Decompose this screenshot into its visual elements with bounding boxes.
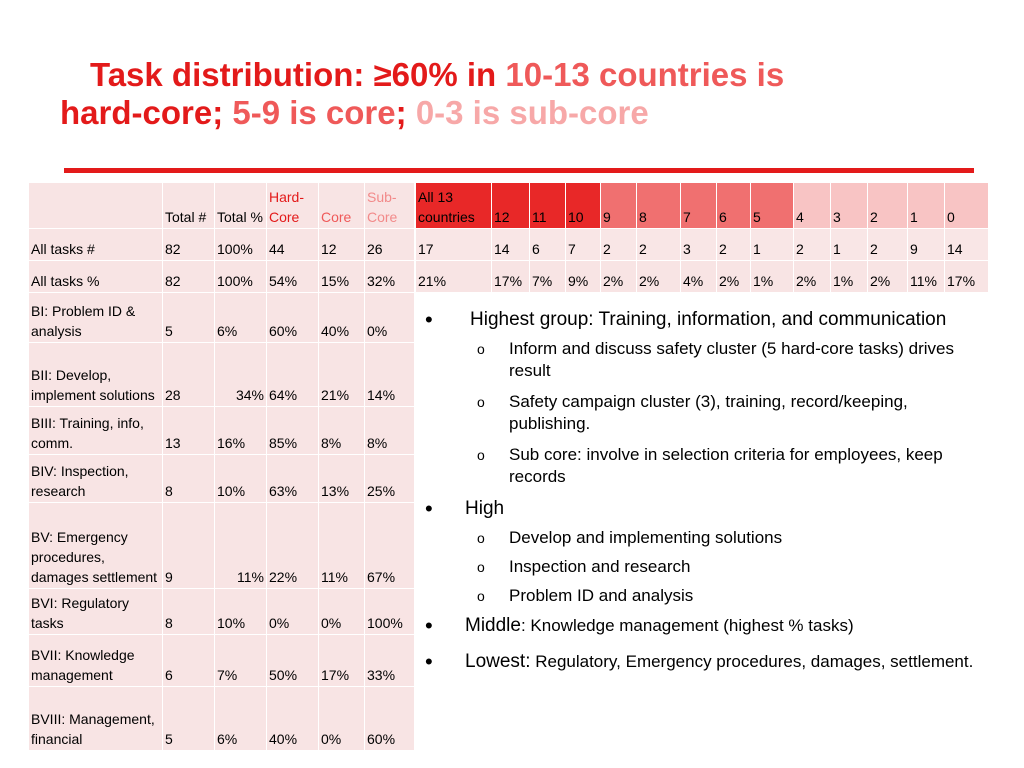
table-cell: 12	[319, 229, 365, 261]
header-cell: Sub-Core	[365, 183, 415, 229]
circle-o-icon: o	[477, 447, 485, 463]
table-header-row	[29, 183, 415, 229]
row-label: All tasks %	[29, 261, 163, 293]
bullet-text-rest: Regulatory, Emergency procedures, damages, settlement.	[530, 652, 974, 671]
table-row	[29, 687, 415, 751]
bullet-text: Middle	[465, 615, 521, 636]
table-cell: 3	[681, 229, 717, 261]
header-cell: 8	[637, 183, 681, 229]
header-cell	[29, 183, 163, 229]
table-cell: 15%	[319, 261, 365, 293]
table-cell: 6	[163, 635, 215, 687]
table-row	[29, 407, 415, 455]
bullet-text: Lowest:	[465, 651, 531, 672]
title-text-3: hard-core;	[60, 94, 224, 131]
table-cell: 6%	[215, 293, 267, 343]
table-cell: 2%	[868, 261, 908, 293]
table-cell: 67%	[365, 503, 415, 589]
circle-o-icon: o	[477, 394, 485, 410]
sub-bullet-text: Inspection and research	[509, 557, 691, 576]
table-cell: 34%	[215, 343, 267, 407]
header-cell: 1	[908, 183, 945, 229]
table-cell: 50%	[267, 635, 319, 687]
row-label: BV: Emergency procedures, damages settlement	[29, 503, 163, 589]
table-cell: 8%	[365, 407, 415, 455]
table-cell: 9	[908, 229, 945, 261]
sub-bullet-item	[425, 444, 985, 488]
bullet-dot-icon: •	[425, 496, 433, 521]
table-cell: 82	[163, 229, 215, 261]
table-cell: 100%	[215, 229, 267, 261]
table-cell: 100%	[215, 261, 267, 293]
circle-o-icon: o	[477, 559, 485, 575]
table-row	[29, 343, 415, 407]
table-header-row	[416, 183, 989, 229]
table-cell: 14	[492, 229, 530, 261]
header-cell: 6	[717, 183, 751, 229]
table-cell: 21%	[416, 261, 492, 293]
table-cell: 100%	[365, 589, 415, 635]
header-cell: 4	[794, 183, 831, 229]
table-cell: 40%	[319, 293, 365, 343]
table-cell: 2	[717, 229, 751, 261]
title-text-5: ;	[395, 94, 416, 131]
bullet-item	[425, 614, 985, 638]
table-cell: 8%	[319, 407, 365, 455]
table-cell: 17%	[492, 261, 530, 293]
table-row	[29, 455, 415, 503]
header-cell: 2	[868, 183, 908, 229]
table-cell: 60%	[365, 687, 415, 751]
table-cell: 2%	[794, 261, 831, 293]
title-text-4: 5-9 is core	[223, 94, 396, 131]
table-cell: 25%	[365, 455, 415, 503]
sub-bullet-item	[425, 391, 985, 435]
table-row	[416, 229, 989, 261]
table-cell: 17%	[945, 261, 989, 293]
table-cell: 1%	[751, 261, 794, 293]
table-cell: 32%	[365, 261, 415, 293]
sub-bullet-text: Safety campaign cluster (3), training, record/keeping, publishing.	[509, 392, 908, 433]
table-cell: 2	[794, 229, 831, 261]
table-cell: 2	[637, 229, 681, 261]
summary-bullets	[425, 308, 985, 680]
header-cell: 12	[492, 183, 530, 229]
header-cell: 5	[751, 183, 794, 229]
title-text-6: 0-3 is sub-core	[415, 94, 649, 131]
table-cell: 28	[163, 343, 215, 407]
table-cell: 7%	[530, 261, 566, 293]
table-cell: 9	[163, 503, 215, 589]
table-row	[29, 503, 415, 589]
bullet-text-rest: : Knowledge management (highest % tasks)	[520, 616, 854, 635]
header-cell: All 13 countries	[416, 183, 492, 229]
header-cell: 3	[831, 183, 868, 229]
table-cell: 17%	[319, 635, 365, 687]
table-cell: 60%	[267, 293, 319, 343]
table-row	[29, 589, 415, 635]
table-cell: 6%	[215, 687, 267, 751]
table-cell: 2	[868, 229, 908, 261]
header-cell: Total #	[163, 183, 215, 229]
table-row	[29, 229, 415, 261]
table-cell: 26	[365, 229, 415, 261]
table-cell: 7%	[215, 635, 267, 687]
table-cell: 5	[163, 293, 215, 343]
table-cell: 17	[416, 229, 492, 261]
table-cell: 2	[601, 229, 637, 261]
sub-bullet-item	[425, 556, 985, 578]
table-cell: 64%	[267, 343, 319, 407]
table-cell: 16%	[215, 407, 267, 455]
table-cell: 2%	[717, 261, 751, 293]
table-cell: 33%	[365, 635, 415, 687]
country-count-table	[415, 182, 989, 293]
table-cell: 10%	[215, 589, 267, 635]
table-cell: 4%	[681, 261, 717, 293]
table-cell: 82	[163, 261, 215, 293]
table-cell: 54%	[267, 261, 319, 293]
table-cell: 8	[163, 455, 215, 503]
row-label: BII: Develop, implement solutions	[29, 343, 163, 407]
bullet-dot-icon: •	[425, 649, 433, 674]
table-row	[416, 261, 989, 293]
bullet-text: Highest group: Training, information, and communication	[470, 309, 947, 330]
sub-bullet-text: Problem ID and analysis	[509, 586, 694, 605]
table-cell: 14%	[365, 343, 415, 407]
table-cell: 22%	[267, 503, 319, 589]
title-text-2: 10-13 countries is	[505, 56, 785, 93]
header-cell: 9	[601, 183, 637, 229]
table-cell: 85%	[267, 407, 319, 455]
table-row	[29, 635, 415, 687]
row-label: BVII: Knowledge management	[29, 635, 163, 687]
header-cell: Total %	[215, 183, 267, 229]
task-distribution-table	[28, 182, 415, 751]
table-cell: 1	[751, 229, 794, 261]
table-cell: 10%	[215, 455, 267, 503]
row-label: All tasks #	[29, 229, 163, 261]
row-label: BI: Problem ID & analysis	[29, 293, 163, 343]
row-label: BIII: Training, info, comm.	[29, 407, 163, 455]
table-cell: 1%	[831, 261, 868, 293]
sub-bullet-text: Sub core: involve in selection criteria for employees, keep records	[509, 445, 943, 486]
table-cell: 11%	[319, 503, 365, 589]
header-cell: Core	[319, 183, 365, 229]
table-cell: 0%	[319, 589, 365, 635]
table-cell: 7	[566, 229, 601, 261]
table-cell: 2%	[637, 261, 681, 293]
table-cell: 21%	[319, 343, 365, 407]
row-label: BVI: Regulatory tasks	[29, 589, 163, 635]
header-cell: 11	[530, 183, 566, 229]
table-cell: 2%	[601, 261, 637, 293]
table-cell: 5	[163, 687, 215, 751]
title-divider	[64, 168, 974, 173]
bullet-dot-icon: •	[425, 613, 433, 638]
header-cell: 0	[945, 183, 989, 229]
row-label: BVIII: Management, financial	[29, 687, 163, 751]
sub-bullet-text: Develop and implementing solutions	[509, 528, 783, 547]
table-cell: 40%	[267, 687, 319, 751]
title-text-1: Task distribution: ≥60% in	[90, 56, 506, 93]
table-row	[29, 261, 415, 293]
bullet-item	[425, 497, 985, 521]
bullet-text: High	[465, 498, 505, 519]
circle-o-icon: o	[477, 530, 485, 546]
table-cell: 14	[945, 229, 989, 261]
header-cell: 7	[681, 183, 717, 229]
row-label: BIV: Inspection, research	[29, 455, 163, 503]
table-cell: 44	[267, 229, 319, 261]
table-cell: 9%	[566, 261, 601, 293]
table-cell: 13	[163, 407, 215, 455]
bullet-item	[425, 308, 985, 332]
sub-bullet-text: Inform and discuss safety cluster (5 hard-core tasks) drives result	[509, 339, 954, 380]
table-row	[29, 293, 415, 343]
table-cell: 1	[831, 229, 868, 261]
circle-o-icon: o	[477, 341, 485, 357]
table-cell: 11%	[215, 503, 267, 589]
table-cell: 0%	[365, 293, 415, 343]
table-cell: 8	[163, 589, 215, 635]
header-cell: 10	[566, 183, 601, 229]
table-cell: 63%	[267, 455, 319, 503]
table-cell: 13%	[319, 455, 365, 503]
circle-o-icon: o	[477, 588, 485, 604]
table-cell: 11%	[908, 261, 945, 293]
slide-title	[60, 56, 980, 132]
bullet-dot-icon: •	[425, 307, 433, 332]
table-cell: 0%	[267, 589, 319, 635]
table-cell: 6	[530, 229, 566, 261]
table-cell: 0%	[319, 687, 365, 751]
sub-bullet-item	[425, 338, 985, 382]
sub-bullet-item	[425, 527, 985, 549]
sub-bullet-item	[425, 585, 985, 607]
bullet-item	[425, 650, 985, 674]
header-cell: Hard-Core	[267, 183, 319, 229]
